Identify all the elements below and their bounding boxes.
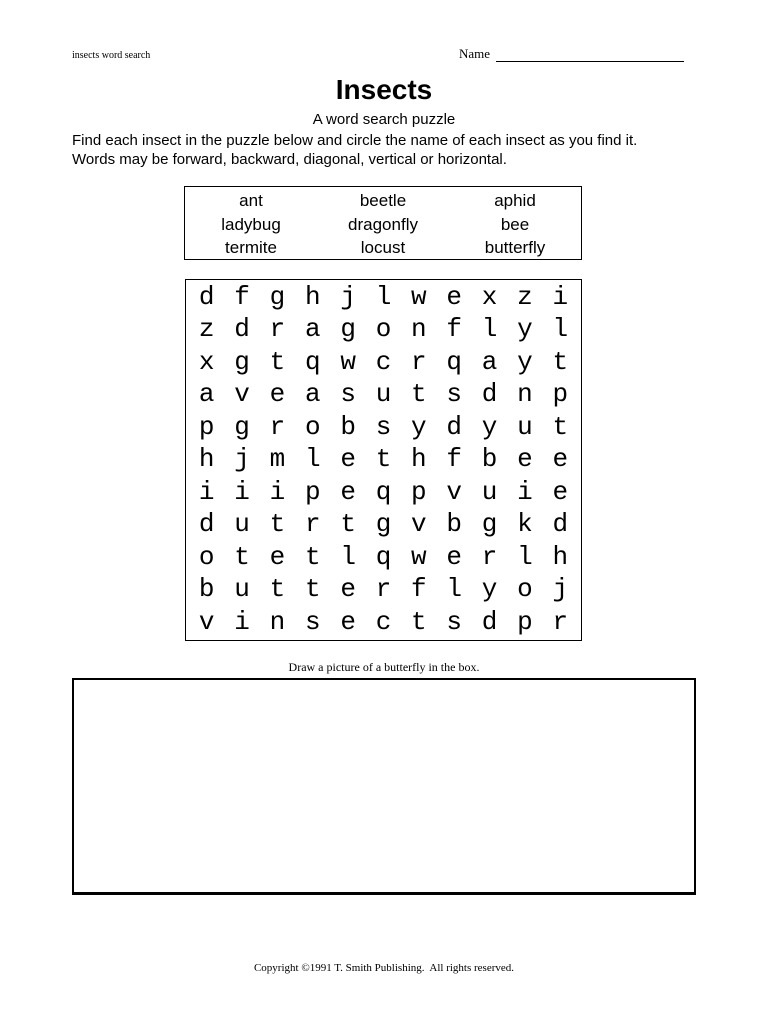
- grid-letter[interactable]: s: [304, 606, 321, 637]
- grid-letter[interactable]: i: [234, 606, 250, 637]
- grid-letter[interactable]: k: [517, 509, 533, 540]
- grid-letter[interactable]: q: [446, 346, 463, 377]
- grid-letter[interactable]: r: [552, 606, 569, 637]
- grid-letter[interactable]: w: [411, 282, 427, 312]
- grid-letter[interactable]: s: [375, 411, 392, 442]
- word-list-item: ladybug: [221, 214, 281, 234]
- grid-letter[interactable]: l: [304, 444, 321, 475]
- grid-letter[interactable]: r: [269, 314, 286, 345]
- grid-letter[interactable]: j: [340, 282, 356, 312]
- grid-letter[interactable]: b: [198, 574, 215, 605]
- grid-letter[interactable]: t: [552, 411, 569, 442]
- grid-letter[interactable]: y: [517, 346, 533, 377]
- grid-letter[interactable]: u: [517, 411, 533, 442]
- grid-letter[interactable]: g: [234, 346, 250, 377]
- grid-letter[interactable]: g: [269, 282, 286, 312]
- grid-letter[interactable]: e: [552, 444, 569, 475]
- grid-letter[interactable]: a: [481, 346, 498, 377]
- grid-letter[interactable]: t: [269, 509, 286, 540]
- word-list-item: ant: [239, 191, 263, 210]
- grid-letter[interactable]: j: [234, 444, 250, 475]
- grid-letter[interactable]: d: [198, 282, 215, 312]
- grid-letter[interactable]: u: [375, 379, 392, 410]
- word-list-item: aphid: [494, 191, 536, 210]
- grid-letter[interactable]: r: [375, 574, 392, 605]
- grid-letter[interactable]: e: [552, 476, 569, 507]
- grid-letter[interactable]: a: [304, 314, 321, 345]
- grid-letter[interactable]: g: [340, 314, 356, 345]
- word-list-item: locust: [360, 238, 406, 257]
- grid-letter[interactable]: d: [446, 411, 463, 442]
- grid-letter[interactable]: r: [411, 346, 427, 377]
- grid-letter[interactable]: p: [552, 379, 569, 410]
- grid-letter[interactable]: i: [517, 476, 533, 507]
- grid-letter[interactable]: w: [411, 541, 427, 572]
- grid-letter[interactable]: d: [198, 509, 215, 540]
- grid-letter[interactable]: n: [517, 379, 533, 410]
- instructions-line-1: Find each insect in the puzzle below and circle the name of each insect as you find it.: [72, 132, 638, 149]
- page-title: Insects: [335, 74, 433, 105]
- grid-letter[interactable]: j: [552, 574, 569, 605]
- grid-letter[interactable]: h: [552, 541, 569, 572]
- grid-letter[interactable]: y: [481, 411, 498, 442]
- draw-instruction: Draw a picture of a butterfly in the box.: [288, 660, 480, 674]
- grid-letter[interactable]: f: [411, 574, 427, 605]
- grid-letter[interactable]: n: [411, 314, 427, 345]
- copyright-footer: Copyright ©1991 T. Smith Publishing. All rights reserved.: [253, 962, 515, 974]
- grid-letter[interactable]: q: [375, 476, 392, 507]
- word-list-item: termite: [225, 238, 277, 257]
- word-list-item: dragonfly: [348, 214, 418, 234]
- grid-letter[interactable]: c: [375, 346, 392, 377]
- grid-letter[interactable]: e: [340, 606, 356, 637]
- instructions: [72, 131, 722, 169]
- grid-letter[interactable]: t: [304, 541, 321, 572]
- page-subtitle: A word search puzzle: [312, 111, 456, 128]
- grid-letter[interactable]: t: [234, 541, 250, 572]
- grid-letter[interactable]: e: [446, 282, 463, 312]
- grid-letter[interactable]: n: [269, 606, 286, 637]
- grid-letter[interactable]: l: [340, 541, 356, 572]
- grid-letter[interactable]: p: [411, 476, 427, 507]
- grid-letter[interactable]: f: [234, 282, 250, 312]
- grid-letter[interactable]: x: [198, 346, 215, 377]
- grid-letter[interactable]: f: [446, 444, 463, 475]
- grid-letter[interactable]: r: [481, 541, 498, 572]
- grid-letter[interactable]: r: [304, 509, 321, 540]
- name-label: Name: [459, 46, 491, 61]
- grid-letter[interactable]: l: [517, 541, 533, 572]
- grid-letter[interactable]: v: [234, 379, 250, 410]
- grid-letter[interactable]: e: [269, 541, 286, 572]
- grid-letter[interactable]: p: [517, 606, 533, 637]
- grid-letter[interactable]: g: [481, 509, 498, 540]
- name-blank-line[interactable]: [496, 46, 684, 62]
- grid-letter[interactable]: o: [304, 411, 321, 442]
- grid-letter[interactable]: f: [446, 314, 463, 345]
- grid-letter[interactable]: t: [552, 346, 569, 377]
- word-list-item: butterfly: [484, 238, 546, 257]
- grid-letter[interactable]: q: [375, 541, 392, 572]
- grid-letter[interactable]: v: [411, 509, 427, 540]
- grid-letter[interactable]: u: [234, 509, 250, 540]
- grid-letter[interactable]: p: [304, 476, 321, 507]
- grid-letter[interactable]: o: [198, 541, 215, 572]
- grid-letter[interactable]: d: [552, 509, 569, 540]
- grid-letter[interactable]: l: [481, 314, 498, 345]
- grid-letter[interactable]: h: [304, 282, 321, 312]
- grid-letter[interactable]: c: [375, 606, 392, 637]
- grid-letter[interactable]: l: [552, 314, 569, 345]
- grid-letter[interactable]: m: [269, 444, 286, 475]
- word-list-item: bee: [500, 214, 530, 234]
- grid-letter[interactable]: y: [411, 411, 427, 442]
- grid-letter[interactable]: i: [552, 282, 569, 312]
- grid-letter[interactable]: t: [375, 444, 392, 475]
- grid-letter[interactable]: t: [269, 346, 286, 377]
- grid-letter[interactable]: x: [481, 282, 498, 312]
- word-list-box: [184, 186, 582, 260]
- grid-letter[interactable]: i: [269, 476, 286, 507]
- grid-letter[interactable]: u: [234, 574, 250, 605]
- grid-letter[interactable]: d: [481, 606, 498, 637]
- grid-letter[interactable]: e: [340, 476, 356, 507]
- grid-letter[interactable]: s: [446, 606, 463, 637]
- word-search-grid: [185, 279, 582, 641]
- grid-letter[interactable]: b: [446, 509, 463, 540]
- grid-letter[interactable]: b: [481, 444, 498, 475]
- grid-letter[interactable]: d: [481, 379, 498, 410]
- grid-letter[interactable]: z: [517, 282, 533, 312]
- grid-letter[interactable]: t: [340, 509, 356, 540]
- grid-letter[interactable]: u: [481, 476, 498, 507]
- grid-letter[interactable]: t: [411, 379, 427, 410]
- grid-letter[interactable]: s: [446, 379, 463, 410]
- grid-letter[interactable]: o: [517, 574, 533, 605]
- grid-letter[interactable]: e: [517, 444, 533, 475]
- grid-letter[interactable]: g: [375, 509, 392, 540]
- name-field: [459, 46, 684, 62]
- grid-letter[interactable]: g: [234, 411, 250, 442]
- grid-letter[interactable]: o: [375, 314, 392, 345]
- grid-letter[interactable]: l: [446, 574, 463, 605]
- grid-letter[interactable]: z: [198, 314, 215, 345]
- grid-letter[interactable]: h: [198, 444, 215, 475]
- grid-letter[interactable]: r: [269, 411, 286, 442]
- word-list-item: beetle: [359, 191, 407, 210]
- grid-letter[interactable]: e: [340, 444, 356, 475]
- grid-letter[interactable]: h: [411, 444, 427, 475]
- grid-letter[interactable]: t: [411, 606, 427, 637]
- grid-letter[interactable]: v: [198, 606, 215, 637]
- document-header-label: insects word search: [72, 50, 151, 61]
- grid-letter[interactable]: a: [198, 379, 215, 410]
- grid-letter[interactable]: i: [198, 476, 215, 507]
- grid-letter[interactable]: a: [304, 379, 321, 410]
- drawing-box[interactable]: [72, 678, 696, 895]
- grid-letter[interactable]: e: [446, 541, 463, 572]
- grid-letter[interactable]: e: [340, 574, 356, 605]
- grid-letter[interactable]: s: [340, 379, 356, 410]
- grid-letter[interactable]: p: [198, 411, 215, 442]
- grid-letter[interactable]: y: [517, 314, 533, 345]
- grid-letter[interactable]: t: [269, 574, 286, 605]
- instructions-line-2: Words may be forward, backward, diagonal, vertical or horizontal.: [72, 151, 507, 168]
- grid-letter[interactable]: e: [269, 379, 286, 410]
- grid-letter[interactable]: v: [446, 476, 463, 507]
- grid-letter[interactable]: y: [481, 574, 498, 605]
- grid-letter[interactable]: w: [340, 346, 356, 377]
- grid-letter[interactable]: l: [375, 282, 392, 312]
- grid-letter[interactable]: q: [304, 346, 321, 377]
- grid-letter[interactable]: t: [304, 574, 321, 605]
- grid-letter[interactable]: i: [234, 476, 250, 507]
- grid-letter[interactable]: b: [340, 411, 356, 442]
- grid-letter[interactable]: d: [234, 314, 250, 345]
